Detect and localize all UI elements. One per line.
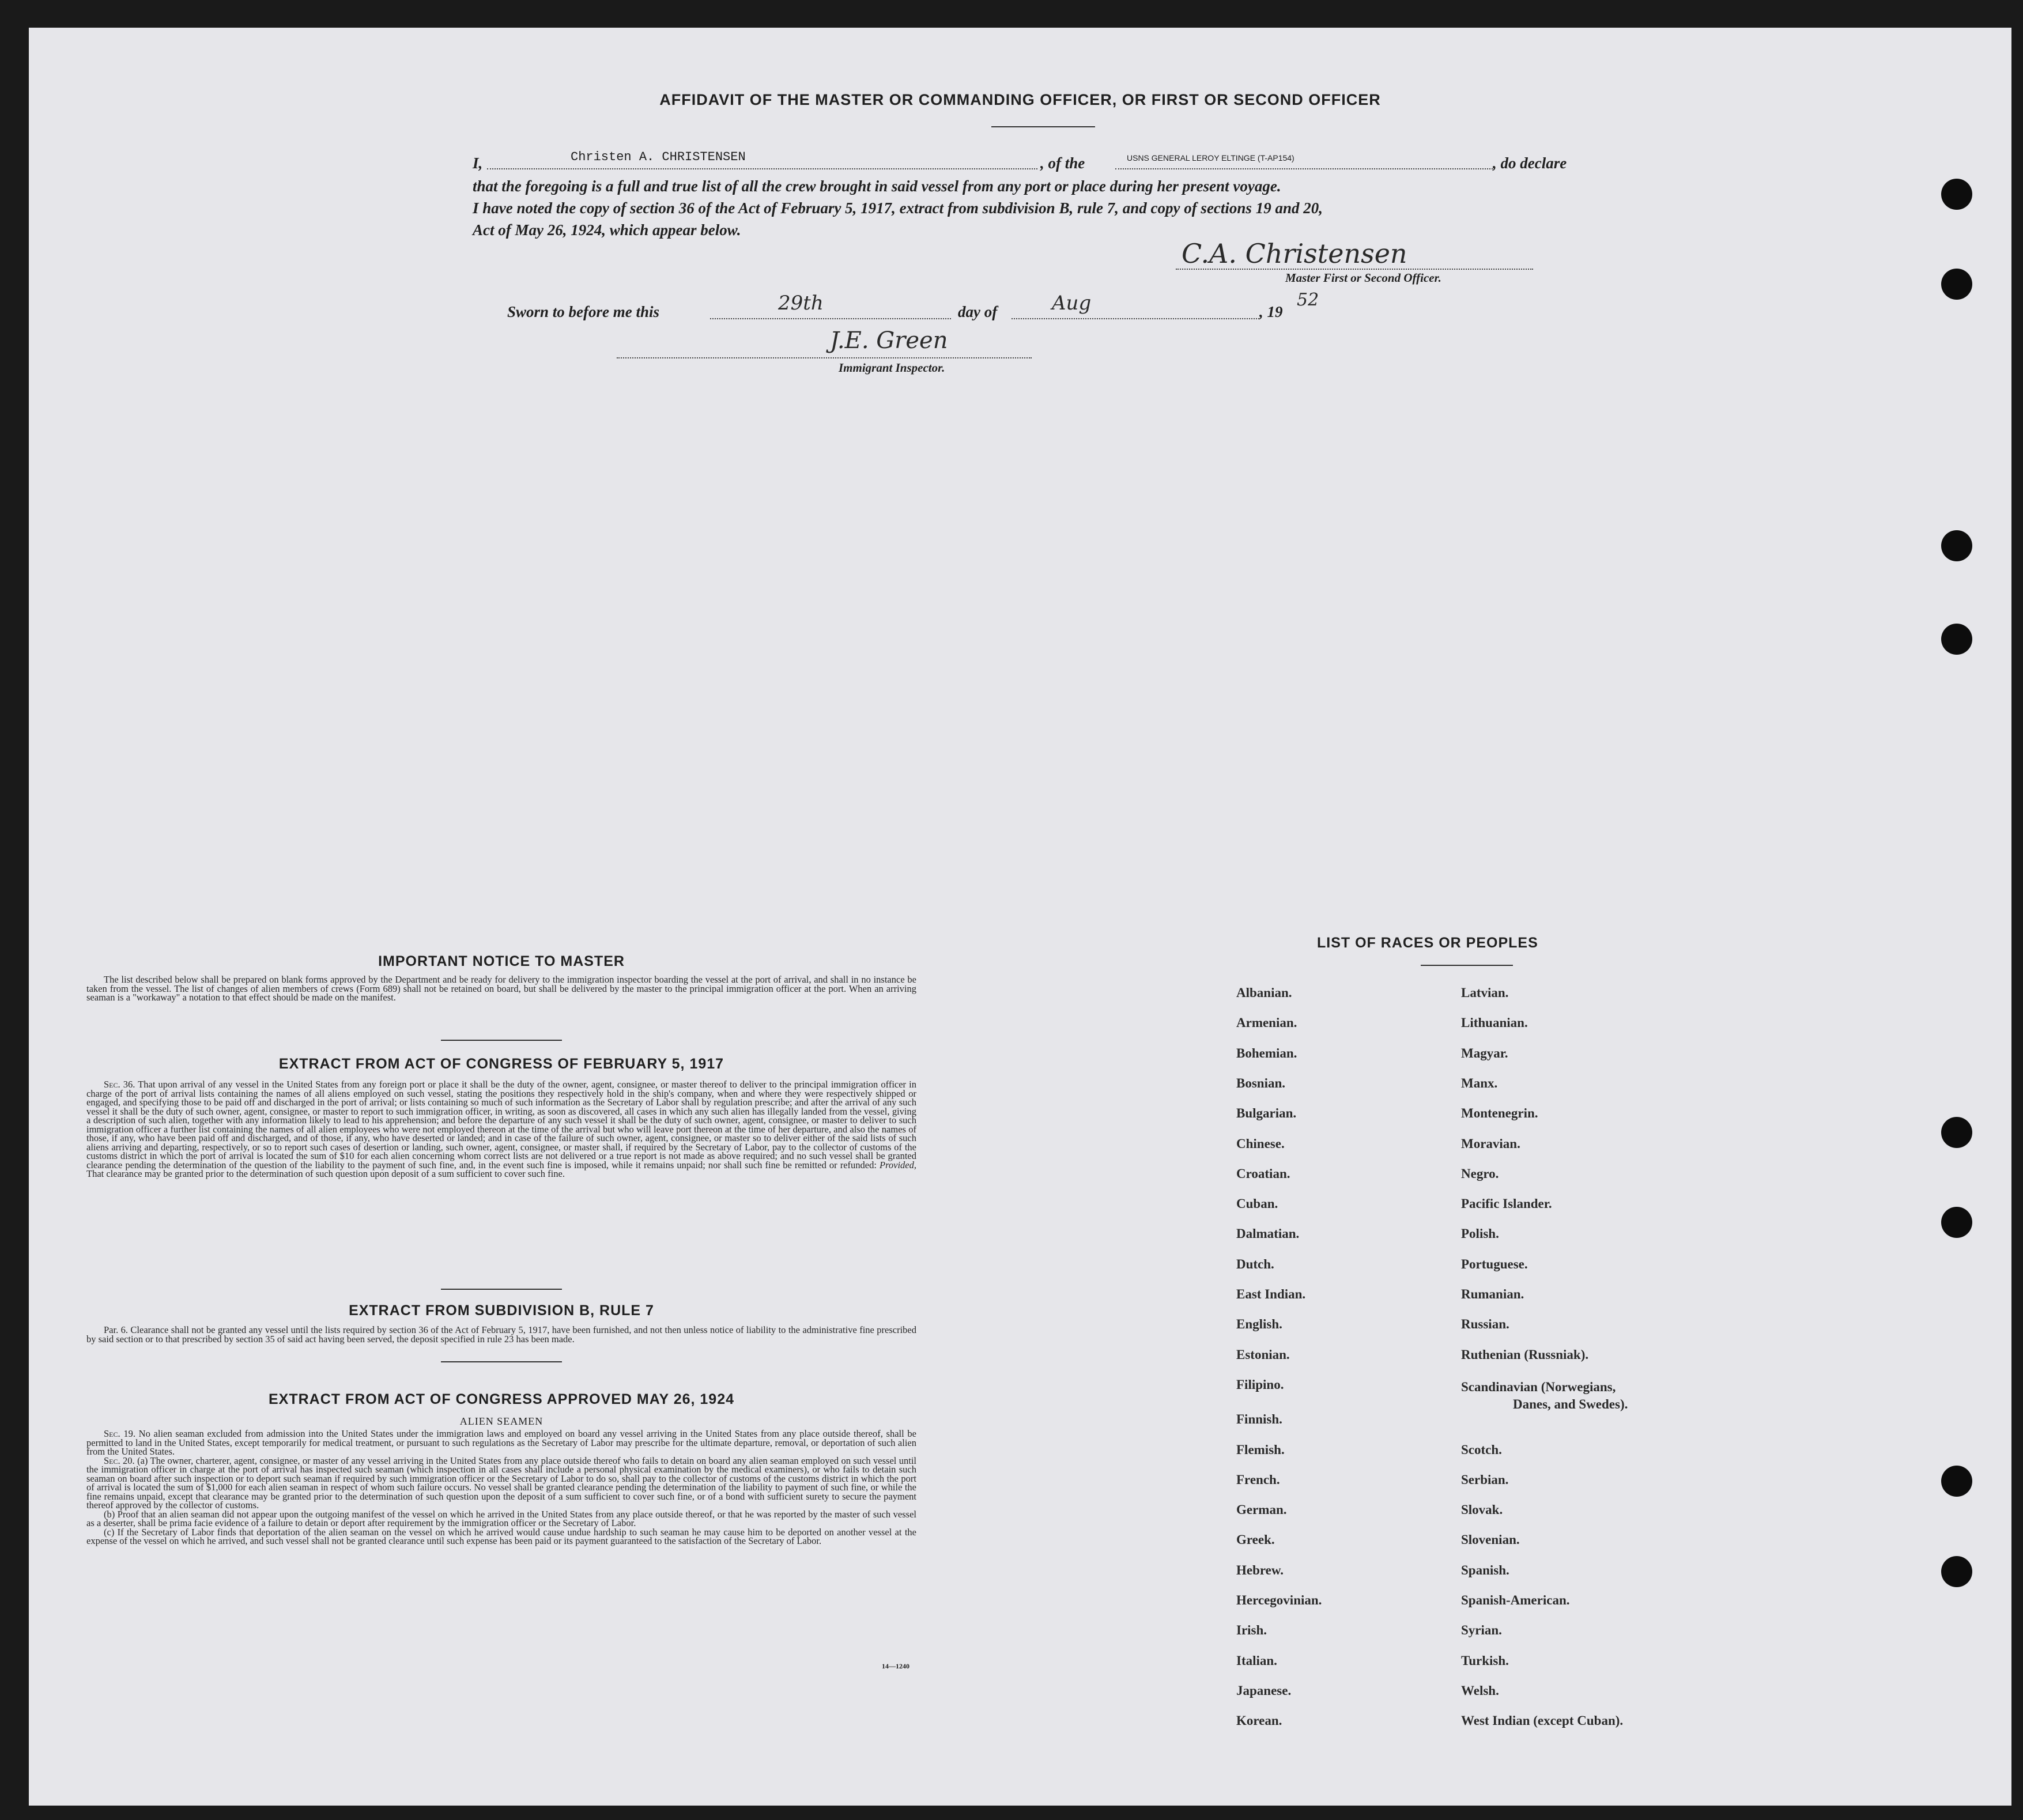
section-20c-text: (c) If the Secretary of Labor finds that deportation of the alien seaman on the vessel on which he arrived would cause undue hardship to such seaman he may cause him to be deported on another vessel at the expense of the vessel on which he arrived, and such vessel shall not be granted clearance until such expense has been paid or its payment guaranteed to the satisfaction of the Secretary of Labor. (86, 1526, 916, 1546)
i-label: I, (473, 154, 483, 172)
document-page (29, 28, 2011, 1806)
race-item: Albanian. (1236, 985, 1292, 1000)
extract-rule7-body (86, 1326, 916, 1343)
provided-label: Provided, (880, 1159, 917, 1170)
section-36-text-end: That clearance may be granted prior to the determination of such question upon deposit of a sum sufficient to cover such fine. (86, 1168, 565, 1179)
race-item: Spanish-American. (1461, 1593, 1570, 1607)
race-item: Finnish. (1236, 1412, 1282, 1427)
race-item: Turkish. (1461, 1653, 1509, 1668)
race-item: Danes, and Swedes). (1513, 1396, 1628, 1411)
race-item: Portuguese. (1461, 1256, 1528, 1271)
race-item: Welsh. (1461, 1683, 1499, 1698)
race-item: Pacific Islander. (1461, 1196, 1552, 1211)
race-item: East Indian. (1236, 1287, 1306, 1301)
rule7-paragraph: Par. 6. Clearance shall not be granted any vessel until the lists required by section 36 of the Act of February 5, 1917, have been furnished, and not then unless notice of liability to the administrative fine prescribed by said section or to that prescribed by section 35 of said act having been served, the deposit specified in rule 23 has been made. (86, 1324, 916, 1345)
sworn-month-field: Aug (1052, 292, 1092, 315)
punch-hole (1941, 530, 1972, 561)
race-item: Russian. (1461, 1317, 1509, 1332)
race-item: Estonian. (1236, 1347, 1290, 1362)
race-item: Croatian. (1236, 1166, 1290, 1181)
sworn-month-line (1012, 318, 1259, 319)
race-item: Spanish. (1461, 1562, 1509, 1577)
race-item: Scotch. (1461, 1442, 1502, 1457)
punch-hole (1941, 624, 1972, 655)
section-19-text: No alien seaman excluded from admission into the United States under the immigration laws and employed on board any vessel arriving in the United States from any place outside thereof, shall be permitted to land in the United States, except temporarily for medical treatment, or pursuant to such regulations as the Secretary of Labor may prescribe for the ultimate departure, removal, or deportation of such alien from the United States. (86, 1428, 916, 1457)
punch-hole (1941, 1207, 1972, 1238)
section-36-text: That upon arrival of any vessel in the United States from any foreign port or place it shall be the duty of the owner, agent, consignee, or master thereof to deliver to the principal immigration officer in charge of the port of arrival lists containing the names of all aliens employed on such vessel, stating the positions they respectively hold in the ship's company, when and where they were respectively shipped or engaged, and specifying those to be paid off and discharged in the port of arrival; or lists containing so much of such information as the Secretary of Labor shall by regulation prescribe; and after the arrival of any such vessel it shall be the duty of such owner, agent, consignee, or master to report to such immigration officer, in writing, as soon as discovered, all cases in which any such alien has illegally landed from the vessel, giving a description of such alien, together with any information likely to lead to his apprehension; and before the departure of any such vessel it shall be the duty of such owner, agent, consignee, or master to deliver to such immigration officer a further list containing the names of all alien employees who were not employed thereon at the time of the arrival but who will leave port thereon at the time of her departure, and also the names of those, if any, who have been paid off and discharged, and of those, if any, who have deserted or landed; and in case of the failure of such owner, agent, consignee, or master so to deliver either of the said lists of such aliens arriving and departing, respectively, or so to report such cases of desertion or landing, such owner, agent, consignee, or master shall, if required by the Secretary of Labor, pay to the collector of customs of the customs district in which the port of arrival is located the sum of $10 for each alien concerning whom correct lists are not delivered or a true report is not made as above required; and no such vessel shall be granted clearance pending the determination of the question of the liability to the payment of such fine, and, in the event such fine is imposed, while it remains unpaid; nor shall such fine be remitted or refunded: (86, 1079, 916, 1170)
race-item: Negro. (1461, 1166, 1499, 1181)
punch-hole (1941, 1117, 1972, 1148)
race-item: Lithuanian. (1461, 1015, 1528, 1030)
race-item: Hercegovinian. (1236, 1593, 1322, 1607)
race-item: Ruthenian (Russniak). (1461, 1347, 1589, 1362)
master-signature: C.A. Christensen (1182, 238, 1407, 269)
notice-title: IMPORTANT NOTICE TO MASTER (378, 953, 625, 969)
race-item: Polish. (1461, 1226, 1499, 1241)
punch-hole (1941, 269, 1972, 300)
sworn-label: Sworn to before me this (507, 303, 660, 320)
inspector-caption: Immigrant Inspector. (839, 361, 945, 375)
extract-1917-title: EXTRACT FROM ACT OF CONGRESS OF FEBRUARY 5, 1917 (278, 1056, 724, 1072)
inspector-signature-line (617, 357, 1032, 358)
vessel-name-field: USNS GENERAL LEROY ELTINGE (T-AP154) (1127, 153, 1294, 163)
affidavit-line-4: Act of May 26, 1924, which appear below. (473, 221, 741, 239)
extract-rule7-title: EXTRACT FROM SUBDIVISION B, RULE 7 (349, 1302, 654, 1319)
master-name-field: Christen A. CHRISTENSEN (571, 150, 746, 164)
section-20a-text: (a) The owner, charterer, agent, consignee, or master of any vessel arriving in the United States from any place outside thereof who fails to detain on board any alien seaman employed on such vessel until the immigration officer in charge at the port of arrival has inspected such seaman (which inspection in all cases shall include a personal physical examination by the medical examiners), or who fails to detain such seaman on board after such inspection or to deport such seaman if required by such immigration officer or the Secretary of Labor to do so, shall pay to the collector of customs of the customs district in which the port of arrival is located the sum of $1,000 for each alien seaman in respect of whom such failure occurs. No vessel shall be granted clearance pending the determination of the liability to payment of such fine, or while the fine remains unpaid, except that clearance may be granted prior to the determination of such question upon the deposit of a sum sufficient to cover such fine, or of a bond with sufficient surety to secure the payment thereof approved by the collector of customs. (86, 1455, 917, 1511)
sworn-year-field: 52 (1297, 290, 1319, 310)
race-item: Serbian. (1461, 1472, 1509, 1487)
race-item: Hebrew. (1236, 1562, 1284, 1577)
race-item: German. (1236, 1502, 1287, 1517)
race-item: Bosnian. (1236, 1075, 1286, 1090)
punch-hole (1941, 179, 1972, 210)
do-declare-label: , do declare (1493, 154, 1567, 172)
section-20-label: Sec. 20. (104, 1455, 135, 1466)
race-item: Scandinavian (Norwegians, (1461, 1379, 1616, 1394)
master-signature-line (1176, 269, 1533, 270)
form-number: 14—1240 (882, 1662, 909, 1670)
section-20b-text: (b) Proof that an alien seaman did not appear upon the outgoing manifest of the vessel on which he arrived in the United States from any place outside thereof, or that he was reported by the master of such vessel as a deserter, shall be prima facie evidence of a failure to detain or deport after requirement by the immigration officer or the Secretary of Labor. (86, 1508, 916, 1528)
race-item: Slovenian. (1461, 1532, 1520, 1547)
race-item: Irish. (1236, 1623, 1267, 1638)
extract-rule7-divider (441, 1361, 562, 1362)
master-name-line (487, 168, 1037, 169)
section-36-label: Sec. 36. (104, 1079, 135, 1090)
race-item: Magyar. (1461, 1045, 1508, 1060)
inspector-signature: J.E. Green (830, 327, 948, 354)
alien-seamen-subtitle: ALIEN SEAMEN (459, 1415, 544, 1427)
extract-1917-divider (441, 1289, 562, 1290)
affidavit-line-3: I have noted the copy of section 36 of the Act of February 5, 1917, extract from subdivision B, rule 7, and copy of sections 19 and 20, (473, 199, 1323, 217)
race-item: Manx. (1461, 1075, 1498, 1090)
race-item: Italian. (1236, 1653, 1277, 1668)
extract-1924-title: EXTRACT FROM ACT OF CONGRESS APPROVED MAY 26, 1924 (268, 1391, 735, 1407)
race-item: Bulgarian. (1236, 1106, 1297, 1121)
notice-body (86, 975, 916, 1002)
affidavit-line-2: that the foregoing is a full and true list of all the crew brought in said vessel from any port or place during her present voyage. (473, 178, 1281, 195)
races-title: LIST OF RACES OR PEOPLES (1317, 935, 1538, 951)
vessel-name-line (1115, 168, 1493, 169)
extract-1924-body (86, 1429, 916, 1546)
year-prefix: , 19 (1259, 303, 1283, 320)
sworn-day-field: 29th (778, 292, 824, 315)
race-item: Korean. (1236, 1713, 1282, 1728)
punch-hole (1941, 1556, 1972, 1587)
section-19-label: Sec. 19. (104, 1428, 135, 1439)
race-item: Chinese. (1236, 1136, 1285, 1151)
race-item: Dutch. (1236, 1256, 1274, 1271)
race-item: Rumanian. (1461, 1287, 1524, 1301)
race-item: Slovak. (1461, 1502, 1503, 1517)
title-divider (991, 126, 1095, 127)
race-item: Syrian. (1461, 1623, 1502, 1638)
race-item: Latvian. (1461, 985, 1509, 1000)
race-item: Japanese. (1236, 1683, 1292, 1698)
race-item: Cuban. (1236, 1196, 1278, 1211)
race-item: Bohemian. (1236, 1045, 1297, 1060)
race-item: English. (1236, 1317, 1282, 1332)
punch-hole (1941, 1466, 1972, 1497)
race-item: Filipino. (1236, 1377, 1284, 1392)
affidavit-title: AFFIDAVIT OF THE MASTER OR COMMANDING OFFICER, OR FIRST OR SECOND OFFICER (659, 91, 1381, 108)
race-item: Armenian. (1236, 1015, 1297, 1030)
master-caption: Master First or Second Officer. (1285, 271, 1441, 285)
race-item: Montenegrin. (1461, 1106, 1538, 1121)
race-item: Moravian. (1461, 1136, 1520, 1151)
of-the-label: , of the (1040, 154, 1085, 172)
races-divider (1421, 965, 1513, 966)
notice-paragraph: The list described below shall be prepared on blank forms approved by the Department and be ready for delivery to the immigration inspector boarding the vessel at the port of arrival, and shall in no instance be taken from the vessel. The list of changes of alien members of crews (Form 689) shall not be retained on board, but shall be delivered by the master to the principal immigration officer at the port. When an arriving seaman is a "workaway" a notation to that effect should be made on the manifest. (86, 974, 916, 1003)
race-item: Flemish. (1236, 1442, 1285, 1457)
race-item: Greek. (1236, 1532, 1275, 1547)
race-item: West Indian (except Cuban). (1461, 1713, 1624, 1728)
sworn-day-line (710, 318, 951, 319)
race-item: French. (1236, 1472, 1280, 1487)
race-item: Dalmatian. (1236, 1226, 1300, 1241)
day-of-label: day of (958, 303, 998, 320)
extract-1917-body (86, 1080, 916, 1179)
notice-divider (441, 1040, 562, 1041)
